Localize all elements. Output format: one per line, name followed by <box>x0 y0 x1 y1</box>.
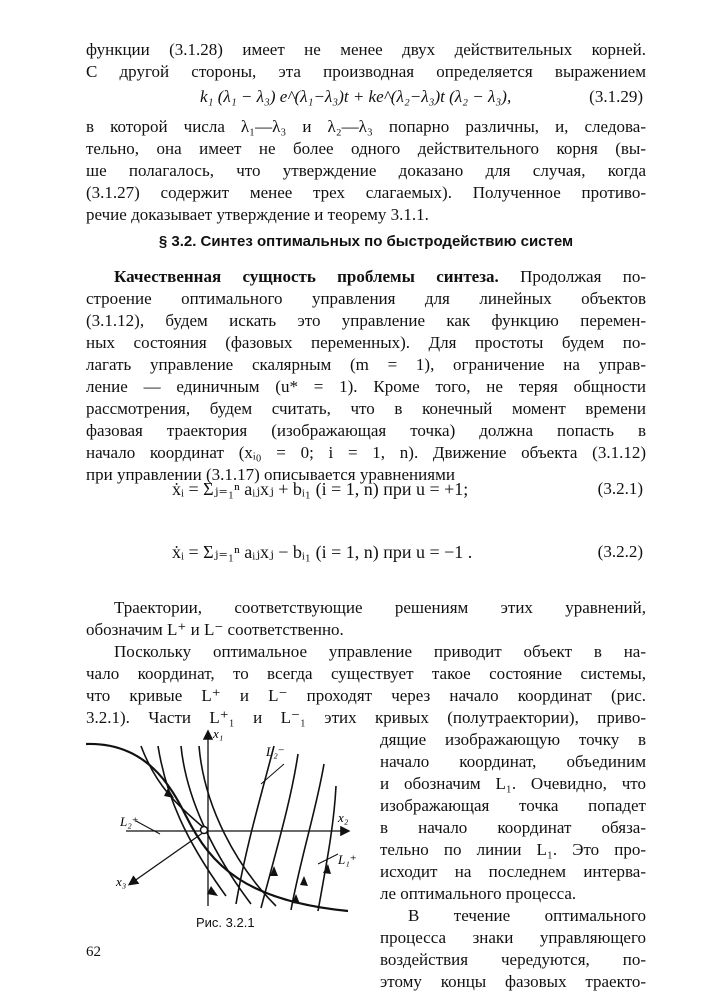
equation-number: (3.1.29) <box>589 87 643 106</box>
trajectory-l-minus <box>158 746 226 896</box>
equation-3-1-29: k₁ (λ₁ − λ₃) e^(λ₁−λ₃)t + ke^(λ₂−λ₃)t (λ₂ − λ₃), <box>200 87 512 106</box>
trajectory-l-minus <box>199 746 276 906</box>
text-line: начало координат (xᵢ₀ = 0; i = 1, n). Движение объекта (3.1.12) <box>86 443 646 462</box>
text-line: ше полагалось, что утверждение доказано для случая, когда <box>86 161 646 180</box>
l2-plus-label: L₂⁺ <box>120 814 139 829</box>
text-line <box>86 267 646 287</box>
text-line: строение оптимального управления для линейных объектов <box>86 289 646 308</box>
text-line: функции (3.1.28) имеет не менее двух действительных корней. <box>86 40 646 59</box>
text-line: фазовая траектория (изображающая точка) должна попасть в <box>86 421 646 440</box>
text-line: исходит на последнем интерва- <box>380 862 646 881</box>
equation-3-2-1: ẋᵢ = Σⱼ₌₁ⁿ aᵢⱼxⱼ + bᵢ₁ (i = 1, n) при u = +1; <box>172 479 469 499</box>
text-line: тельно по линии L₁. Это про- <box>380 840 646 859</box>
text-line: тельно, она имеет не более одного действительного корня (вы- <box>86 139 646 158</box>
x2-label: x₂ <box>338 810 349 825</box>
x3-axis <box>130 832 204 884</box>
text-line: В течение оптимального <box>408 906 646 925</box>
equation-number: (3.2.1) <box>597 479 643 498</box>
text-line: этому концы фазовых траекто- <box>380 972 646 991</box>
text-line: речие доказывает утверждение и теорему 3.1.1. <box>86 205 429 224</box>
text-line: процесса знаки управляющего <box>380 928 646 947</box>
figure-caption: Рис. 3.2.1 <box>196 915 255 930</box>
text-line: лагать управление скалярным (m = 1), ограничение на управ- <box>86 355 646 374</box>
text-line: чало координат, то всегда существует такое состояние системы, <box>86 664 646 683</box>
text-line: 3.2.1). Части L⁺₁ и L⁻₁ этих кривых (полутраектории), приво- <box>86 708 646 727</box>
x1-label: x₁ <box>213 726 224 741</box>
section-heading: § 3.2. Синтез оптимальных по быстродействию систем <box>158 233 574 250</box>
equation-3-2-2: ẋᵢ = Σⱼ₌₁ⁿ aᵢⱼxⱼ − bᵢ₁ (i = 1, n) при u = −1 . <box>172 542 473 562</box>
trajectory-l-plus <box>318 786 336 911</box>
text-line: ле оптимального процесса. <box>380 884 577 903</box>
text-line: и обозначим L₁. Очевидно, что <box>380 774 646 793</box>
l1-plus-label: L₁⁺ <box>338 852 357 867</box>
equation-number: (3.2.2) <box>597 542 643 561</box>
text-line: начало координат, объединим <box>380 752 646 771</box>
text-line: ных состояния (фазовых переменных). Для простоты будем по- <box>86 333 646 352</box>
direction-arrow-icon <box>300 876 308 886</box>
text-line: Траектории, соответствующие решениям этих уравнений, <box>114 598 646 617</box>
text-line: рассмотрения, будем считать, что в конечный момент времени <box>86 399 646 418</box>
label-pointer <box>261 764 284 784</box>
text-line: при управлении (3.1.17) описывается уравнениями <box>86 465 455 484</box>
text-line: что кривые L⁺ и L⁻ проходят через начало координат (рис. <box>86 686 646 705</box>
page-number: 62 <box>86 944 101 960</box>
text-line: изображающая точка попадет <box>380 796 646 815</box>
text-line: обозначим L⁺ и L⁻ соответственно. <box>86 620 344 639</box>
text-line: ление — единичным (u* = 1). Кроме того, не теряя общности <box>86 377 646 396</box>
text-line: воздействия чередуются, по- <box>380 950 646 969</box>
paragraph-title: Качественная сущность проблемы синтеза. <box>114 267 499 286</box>
origin-point <box>201 827 208 834</box>
figure-3-2-1 <box>86 726 376 916</box>
x3-label: x₃ <box>116 874 127 889</box>
text-line: (3.1.27) содержит менее трех слагаемых). Полученное противо- <box>86 183 646 202</box>
direction-arrow-icon <box>323 864 331 874</box>
l2-minus-label: L₂⁻ <box>266 744 285 759</box>
trajectory-l-minus <box>141 746 204 828</box>
text-line: дящие изображающую точку в <box>380 730 646 749</box>
trajectory-l-plus <box>291 764 324 910</box>
text-line: в начало координат обяза- <box>380 818 646 837</box>
text-line: в которой числа λ₁—λ₃ и λ₂—λ₃ попарно различны, и, следова- <box>86 117 646 136</box>
label-pointer <box>136 821 160 834</box>
text-line: С другой стороны, эта производная определяется выражением <box>86 62 646 81</box>
text-line: (3.1.12), будем искать это управление как функцию перемен- <box>86 311 646 330</box>
text-line: Поскольку оптимальное управление приводит объект в на- <box>114 642 646 661</box>
text-fragment: Продолжая по- <box>498 267 646 286</box>
